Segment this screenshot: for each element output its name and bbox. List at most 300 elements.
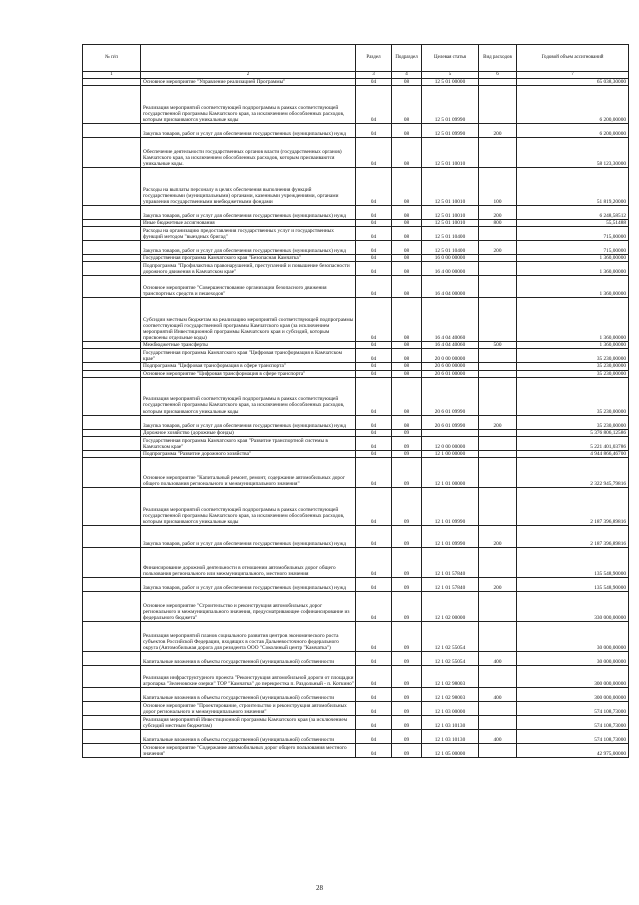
row-article-cell: 16 4 00 00000 [422,262,479,276]
table-row [83,415,629,429]
row-num-cell [83,729,141,743]
table-row [83,665,629,687]
table-row [83,687,629,701]
row-name-cell: Расходы на выплаты персоналу в целях обеспечения выполнения функций государственными (муниципальными) органами, казенными учреждениями, органами управления государственными внебюджетными фондами [141,168,356,206]
row-name-cell: Основное мероприятие "Совершенствование организации безопасного движения транспортных средств и пешеходов" [141,276,356,298]
row-subsection-cell: 09 [392,715,422,729]
row-article-cell: 12 1 01 57840 [422,577,479,591]
row-article-cell: 20 6 00 00000 [422,363,479,370]
row-subsection-cell: 09 [392,577,422,591]
row-name-cell: Реализация инфраструктурного проекта "Реконструкция автомобильной дороги от площадки агропарка "Зеленовские озерки" ТОР "Камчатка" до перекрестка п. Раздольный - п. Коткино" [141,665,356,687]
row-expense-type-cell: 200 [479,241,517,255]
row-amount-cell: 5 376 806,12586 [517,429,629,436]
row-amount-cell: 1 360,00000 [517,276,629,298]
table-header-row [83,45,629,72]
row-article-cell: 16 4 04 40060 [422,342,479,349]
row-expense-type-cell: 200 [479,577,517,591]
row-subsection-cell: 08 [392,86,422,124]
row-section-cell: 04 [356,701,392,715]
row-article-cell: 20 0 00 00000 [422,349,479,363]
row-num-cell [83,525,141,547]
row-num-cell [83,168,141,206]
row-section-cell: 04 [356,370,392,377]
row-section-cell: 04 [356,241,392,255]
row-expense-type-cell: 400 [479,687,517,701]
row-expense-type-cell [479,370,517,377]
row-name-cell: Государственная программа Камчатского края "Цифровая трансформация в Камчатском крае" [141,349,356,363]
column-number: 2 [141,72,356,79]
row-num-cell [83,487,141,525]
table-row [83,276,629,298]
row-amount-cell: 5 221 401,03786 [517,436,629,450]
table-row [83,651,629,665]
row-expense-type-cell [479,743,517,757]
table-row [83,262,629,276]
header-amount: Годовой объем ассигнований [517,45,629,72]
table-row [83,621,629,651]
row-expense-type-cell [479,262,517,276]
table-row [83,168,629,206]
row-num-cell [83,86,141,124]
row-expense-type-cell [479,665,517,687]
row-subsection-cell: 08 [392,138,422,168]
row-subsection-cell: 09 [392,436,422,450]
row-num-cell [83,715,141,729]
row-amount-cell: 30 000,00000 [517,651,629,665]
row-name-cell: Закупка товаров, работ и услуг для обеспечения государственных (муниципальных) нужд [141,577,356,591]
row-section-cell: 04 [356,729,392,743]
row-subsection-cell: 08 [392,377,422,415]
row-num-cell [83,415,141,429]
row-article-cell: 12 5 01 00000 [422,79,479,86]
row-subsection-cell: 08 [392,168,422,206]
row-expense-type-cell [479,591,517,621]
row-expense-type-cell: 200 [479,525,517,547]
row-section-cell: 04 [356,349,392,363]
row-section-cell: 04 [356,220,392,227]
row-subsection-cell: 08 [392,227,422,241]
row-subsection-cell: 08 [392,262,422,276]
page-number: 28 [316,884,323,892]
row-section-cell: 04 [356,206,392,220]
row-expense-type-cell [479,429,517,436]
row-amount-cell: 35 230,00000 [517,377,629,415]
row-amount-cell: 42 975,00000 [517,743,629,757]
row-name-cell: Закупка товаров, работ и услуг для обеспечения государственных (муниципальных) нужд [141,241,356,255]
row-num-cell [83,436,141,450]
row-num-cell [83,298,141,342]
row-amount-cell: 135 548,90000 [517,547,629,577]
row-section-cell: 04 [356,591,392,621]
row-section-cell: 04 [356,547,392,577]
row-num-cell [83,651,141,665]
row-subsection-cell: 08 [392,363,422,370]
row-article-cell: 20 6 01 09990 [422,377,479,415]
row-subsection-cell: 08 [392,220,422,227]
row-name-cell: Финансирование дорожной деятельности в отношении автомобильных дорог общего пользования регионального или межмуниципального, местного значения [141,547,356,577]
row-amount-cell: 2 187 396,89816 [517,487,629,525]
row-article-cell: 12 1 01 57840 [422,547,479,577]
row-section-cell: 04 [356,665,392,687]
column-number: 7 [517,72,629,79]
table-row [83,487,629,525]
row-article-cell: 12 1 01 09990 [422,525,479,547]
row-amount-cell: 58 123,30000 [517,138,629,168]
row-expense-type-cell [479,487,517,525]
row-amount-cell: 1 360,00000 [517,298,629,342]
row-expense-type-cell [479,436,517,450]
row-article-cell: 20 6 01 09990 [422,415,479,429]
row-name-cell: Обеспечение деятельности государственных органов власти (государственных органов) Камчатского края, за исключением обособленных расходов, которым присваиваются уникальные коды. [141,138,356,168]
header-name [141,45,356,72]
row-num-cell [83,370,141,377]
row-name-cell: Дорожное хозяйство (дорожные фонды) [141,429,356,436]
row-subsection-cell: 08 [392,255,422,262]
row-article-cell: 12 1 01 09990 [422,487,479,525]
row-expense-type-cell [479,363,517,370]
row-num-cell [83,450,141,457]
table-row [83,547,629,577]
table-row [83,220,629,227]
row-article-cell: 12 1 02 55054 [422,651,479,665]
row-num-cell [83,701,141,715]
row-article-cell: 12 0 00 00000 [422,436,479,450]
row-section-cell: 04 [356,168,392,206]
row-amount-cell: 6 200,00000 [517,86,629,124]
row-subsection-cell: 09 [392,687,422,701]
row-num-cell [83,687,141,701]
row-num-cell [83,255,141,262]
row-amount-cell: 55,51488 [517,220,629,227]
row-name-cell: Основное мероприятие "Капитальный ремонт, ремонт, содержание автомобильных дорог общего пользования регионального и межмуниципального значения" [141,457,356,487]
row-amount-cell: 715,00000 [517,241,629,255]
table-row [83,450,629,457]
row-amount-cell: 330 000,00000 [517,591,629,621]
row-expense-type-cell [479,547,517,577]
row-section-cell: 04 [356,276,392,298]
row-expense-type-cell: 800 [479,220,517,227]
row-expense-type-cell [479,255,517,262]
row-num-cell [83,577,141,591]
row-name-cell: Закупка товаров, работ и услуг для обеспечения государственных (муниципальных) нужд [141,525,356,547]
row-article-cell: 16 0 00 00000 [422,255,479,262]
column-number: 6 [479,72,517,79]
row-expense-type-cell [479,276,517,298]
row-expense-type-cell: 200 [479,124,517,138]
budget-document [82,44,628,758]
table-row [83,429,629,436]
table-row [83,86,629,124]
row-amount-cell: 300 000,00000 [517,665,629,687]
row-num-cell [83,349,141,363]
row-name-cell: Иные бюджетные ассигнования [141,220,356,227]
budget-table [82,44,629,758]
row-article-cell: 12 5 01 09990 [422,124,479,138]
row-name-cell: Основное мероприятие "Управление реализацией Программы" [141,79,356,86]
row-section-cell: 04 [356,457,392,487]
row-section-cell: 04 [356,621,392,651]
row-subsection-cell: 09 [392,729,422,743]
row-article-cell: 16 4 04 00000 [422,276,479,298]
table-row [83,138,629,168]
row-subsection-cell: 08 [392,370,422,377]
row-num-cell [83,227,141,241]
table-row [83,363,629,370]
row-article-cell [422,429,479,436]
row-subsection-cell: 09 [392,547,422,577]
row-amount-cell: 1 360,00000 [517,255,629,262]
table-row [83,715,629,729]
table-row [83,241,629,255]
table-row [83,377,629,415]
row-name-cell: Реализация мероприятий планов социального развития центров экономического роста субъектов Российской Федерации, входящих в состав Дальневосточного федерального округа (Автомобильная дорога для резидента ООО "Соколиный центр "Камчатка") [141,621,356,651]
header-article: Целевая статья [422,45,479,72]
row-article-cell: 12 1 01 00000 [422,457,479,487]
row-article-cell: 12 1 02 55054 [422,621,479,651]
row-section-cell: 04 [356,363,392,370]
table-row [83,124,629,138]
row-section-cell: 04 [356,577,392,591]
row-article-cell: 12 5 01 10010 [422,138,479,168]
row-section-cell: 04 [356,415,392,429]
row-section-cell: 04 [356,86,392,124]
row-section-cell: 04 [356,651,392,665]
row-section-cell: 04 [356,743,392,757]
row-num-cell [83,429,141,436]
row-subsection-cell: 08 [392,206,422,220]
header-num: № п/п [83,45,141,72]
column-number: 4 [392,72,422,79]
row-num-cell [83,665,141,687]
row-article-cell: 12 5 01 10010 [422,168,479,206]
row-amount-cell: 2 187 396,89816 [517,525,629,547]
row-section-cell: 04 [356,429,392,436]
row-name-cell: Капитальные вложения в объекты государственной (муниципальной) собственности [141,687,356,701]
row-subsection-cell: 08 [392,276,422,298]
row-section-cell: 04 [356,227,392,241]
row-amount-cell: 35 230,00000 [517,415,629,429]
row-expense-type-cell [479,621,517,651]
row-section-cell: 04 [356,377,392,415]
row-num-cell [83,138,141,168]
row-section-cell: 04 [356,124,392,138]
row-subsection-cell: 09 [392,457,422,487]
table-row [83,591,629,621]
row-article-cell: 12 5 01 10400 [422,241,479,255]
row-subsection-cell: 09 [392,743,422,757]
row-name-cell: Подпрограмма "Профилактика правонарушений, преступлений и повышение безопасности дорожного движения в Камчатском крае" [141,262,356,276]
row-num-cell [83,377,141,415]
row-amount-cell: 574 108,73000 [517,701,629,715]
row-amount-cell: 300 000,00000 [517,687,629,701]
row-article-cell: 12 1 02 98003 [422,665,479,687]
row-name-cell: Подпрограмма "Цифровая трансформация в сфере транспорта" [141,363,356,370]
row-amount-cell: 65 038,30000 [517,79,629,86]
row-num-cell [83,621,141,651]
column-number: 1 [83,72,141,79]
row-section-cell: 04 [356,255,392,262]
table-row [83,79,629,86]
row-section-cell: 04 [356,487,392,525]
row-amount-cell: 574 108,73000 [517,715,629,729]
row-subsection-cell: 09 [392,487,422,525]
row-name-cell: Реализация мероприятий Инвестиционной программы Камчатского края (за исключением субсидий местным бюджетам) [141,715,356,729]
row-article-cell: 12 5 01 10400 [422,227,479,241]
table-row [83,743,629,757]
row-article-cell: 12 1 03 10130 [422,715,479,729]
row-article-cell: 12 1 03 10130 [422,729,479,743]
row-expense-type-cell [479,227,517,241]
row-name-cell: Реализация мероприятий соответствующей подпрограммы в рамках соответствующей государственной программы Камчатского края, за исключением обособленных расходов, которым присваиваются уникальные коды [141,86,356,124]
row-amount-cell: 6 248,58512 [517,206,629,220]
row-amount-cell: 2 322 945,79816 [517,457,629,487]
row-subsection-cell: 08 [392,415,422,429]
header-subsection: Подраздел [392,45,422,72]
row-expense-type-cell [479,298,517,342]
column-number: 3 [356,72,392,79]
row-article-cell: 12 1 03 00000 [422,701,479,715]
row-expense-type-cell: 100 [479,168,517,206]
row-expense-type-cell: 200 [479,415,517,429]
row-amount-cell: 1 360,00000 [517,262,629,276]
row-num-cell [83,363,141,370]
row-subsection-cell: 09 [392,621,422,651]
row-expense-type-cell [479,450,517,457]
row-subsection-cell: 09 [392,701,422,715]
row-section-cell: 04 [356,436,392,450]
row-section-cell: 04 [356,450,392,457]
row-name-cell: Капитальные вложения в объекты государственной (муниципальной) собственности [141,651,356,665]
row-name-cell: Расходы на организацию предоставления государственных услуг и государственных функций методом "выездных бригад" [141,227,356,241]
row-amount-cell: 4 944 866,46700 [517,450,629,457]
row-name-cell: Основное мероприятие "Цифровая трансформация в сфере транспорта" [141,370,356,377]
row-expense-type-cell: 400 [479,729,517,743]
row-name-cell: Закупка товаров, работ и услуг для обеспечения государственных (муниципальных) нужд [141,415,356,429]
row-amount-cell: 135 548,90000 [517,577,629,591]
row-num-cell [83,547,141,577]
row-name-cell: Капитальные вложения в объекты государственной (муниципальной) собственности [141,729,356,743]
row-name-cell: Закупка товаров, работ и услуг для обеспечения государственных (муниципальных) нужд [141,206,356,220]
row-num-cell [83,743,141,757]
table-row [83,206,629,220]
row-num-cell [83,124,141,138]
row-section-cell: 04 [356,525,392,547]
row-subsection-cell: 09 [392,591,422,621]
column-number: 5 [422,72,479,79]
row-article-cell: 12 5 01 09990 [422,86,479,124]
row-subsection-cell: 09 [392,450,422,457]
row-num-cell [83,342,141,349]
row-subsection-cell: 09 [392,429,422,436]
row-amount-cell: 574 108,73000 [517,729,629,743]
row-amount-cell: 35 230,00000 [517,370,629,377]
row-expense-type-cell [479,457,517,487]
header-expense-type: Вид расходов [479,45,517,72]
row-expense-type-cell [479,701,517,715]
row-num-cell [83,79,141,86]
row-subsection-cell: 08 [392,298,422,342]
row-num-cell [83,220,141,227]
row-section-cell: 04 [356,687,392,701]
row-section-cell: 04 [356,262,392,276]
row-expense-type-cell: 400 [479,651,517,665]
row-article-cell: 12 1 02 00000 [422,591,479,621]
row-name-cell: Основное мероприятие "Содержание автомобильных дорог общего пользования местного значения" [141,743,356,757]
row-article-cell: 20 6 01 00000 [422,370,479,377]
column-numbers-row [83,72,629,79]
row-name-cell: Субсидии местным бюджетам на реализацию мероприятий соответствующей подпрограммы соответствующей государственной программы Камчатского края (за исключением мероприятий Инвестиционной программы Камчатского края и субсидий, которым присвоены отдельные коды) [141,298,356,342]
table-row [83,457,629,487]
table-row [83,525,629,547]
row-amount-cell: 35 230,00000 [517,363,629,370]
row-article-cell: 12 5 01 10010 [422,220,479,227]
row-expense-type-cell [479,79,517,86]
row-subsection-cell: 09 [392,525,422,547]
row-name-cell: Закупка товаров, работ и услуг для обеспечения государственных (муниципальных) нужд [141,124,356,138]
row-section-cell: 04 [356,715,392,729]
row-expense-type-cell [479,349,517,363]
row-amount-cell: 715,00000 [517,227,629,241]
row-article-cell: 16 4 04 40060 [422,298,479,342]
row-num-cell [83,276,141,298]
header-section: Раздел [356,45,392,72]
row-name-cell: Основное мероприятие "Проектирование, строительство и реконструкция автомобильных дорог регионального и межмуниципального значения" [141,701,356,715]
row-expense-type-cell: 200 [479,206,517,220]
row-name-cell: Реализация мероприятий соответствующей подпрограммы в рамках соответствующей государственной программы Камчатского края, за исключением обособленных расходов, которым присваиваются уникальные коды [141,487,356,525]
row-num-cell [83,206,141,220]
row-name-cell: Государственная программа Камчатского края "Развитие транспортной системы в Камчатском крае" [141,436,356,450]
table-row [83,729,629,743]
row-amount-cell: 30 000,00000 [517,621,629,651]
row-subsection-cell: 08 [392,124,422,138]
row-name-cell: Подпрограмма "Развитие дорожного хозяйства" [141,450,356,457]
row-section-cell: 04 [356,298,392,342]
row-section-cell: 04 [356,138,392,168]
row-expense-type-cell [479,138,517,168]
table-row [83,255,629,262]
table-row [83,370,629,377]
table-row [83,298,629,342]
row-name-cell: Реализация мероприятий соответствующей подпрограммы в рамках соответствующей государственной программы Камчатского края, за исключением обособленных расходов, которым присваиваются уникальные коды [141,377,356,415]
row-num-cell [83,262,141,276]
table-row [83,436,629,450]
row-subsection-cell: 09 [392,651,422,665]
row-amount-cell: 1 360,00000 [517,342,629,349]
row-name-cell: Государственная программа Камчатского края "Безопасная Камчатка" [141,255,356,262]
row-num-cell [83,457,141,487]
table-row [83,701,629,715]
row-amount-cell: 6 200,00000 [517,124,629,138]
row-expense-type-cell [479,377,517,415]
row-subsection-cell: 08 [392,349,422,363]
row-section-cell: 04 [356,79,392,86]
row-article-cell: 12 1 00 00000 [422,450,479,457]
row-num-cell [83,591,141,621]
row-subsection-cell: 08 [392,79,422,86]
row-expense-type-cell [479,86,517,124]
row-subsection-cell: 08 [392,342,422,349]
table-row [83,577,629,591]
row-name-cell: Межбюджетные трансферты [141,342,356,349]
row-article-cell: 12 1 02 98003 [422,687,479,701]
table-row [83,227,629,241]
table-row [83,342,629,349]
row-subsection-cell: 08 [392,241,422,255]
row-expense-type-cell [479,715,517,729]
row-article-cell: 12 1 05 00000 [422,743,479,757]
table-row [83,349,629,363]
row-expense-type-cell: 500 [479,342,517,349]
